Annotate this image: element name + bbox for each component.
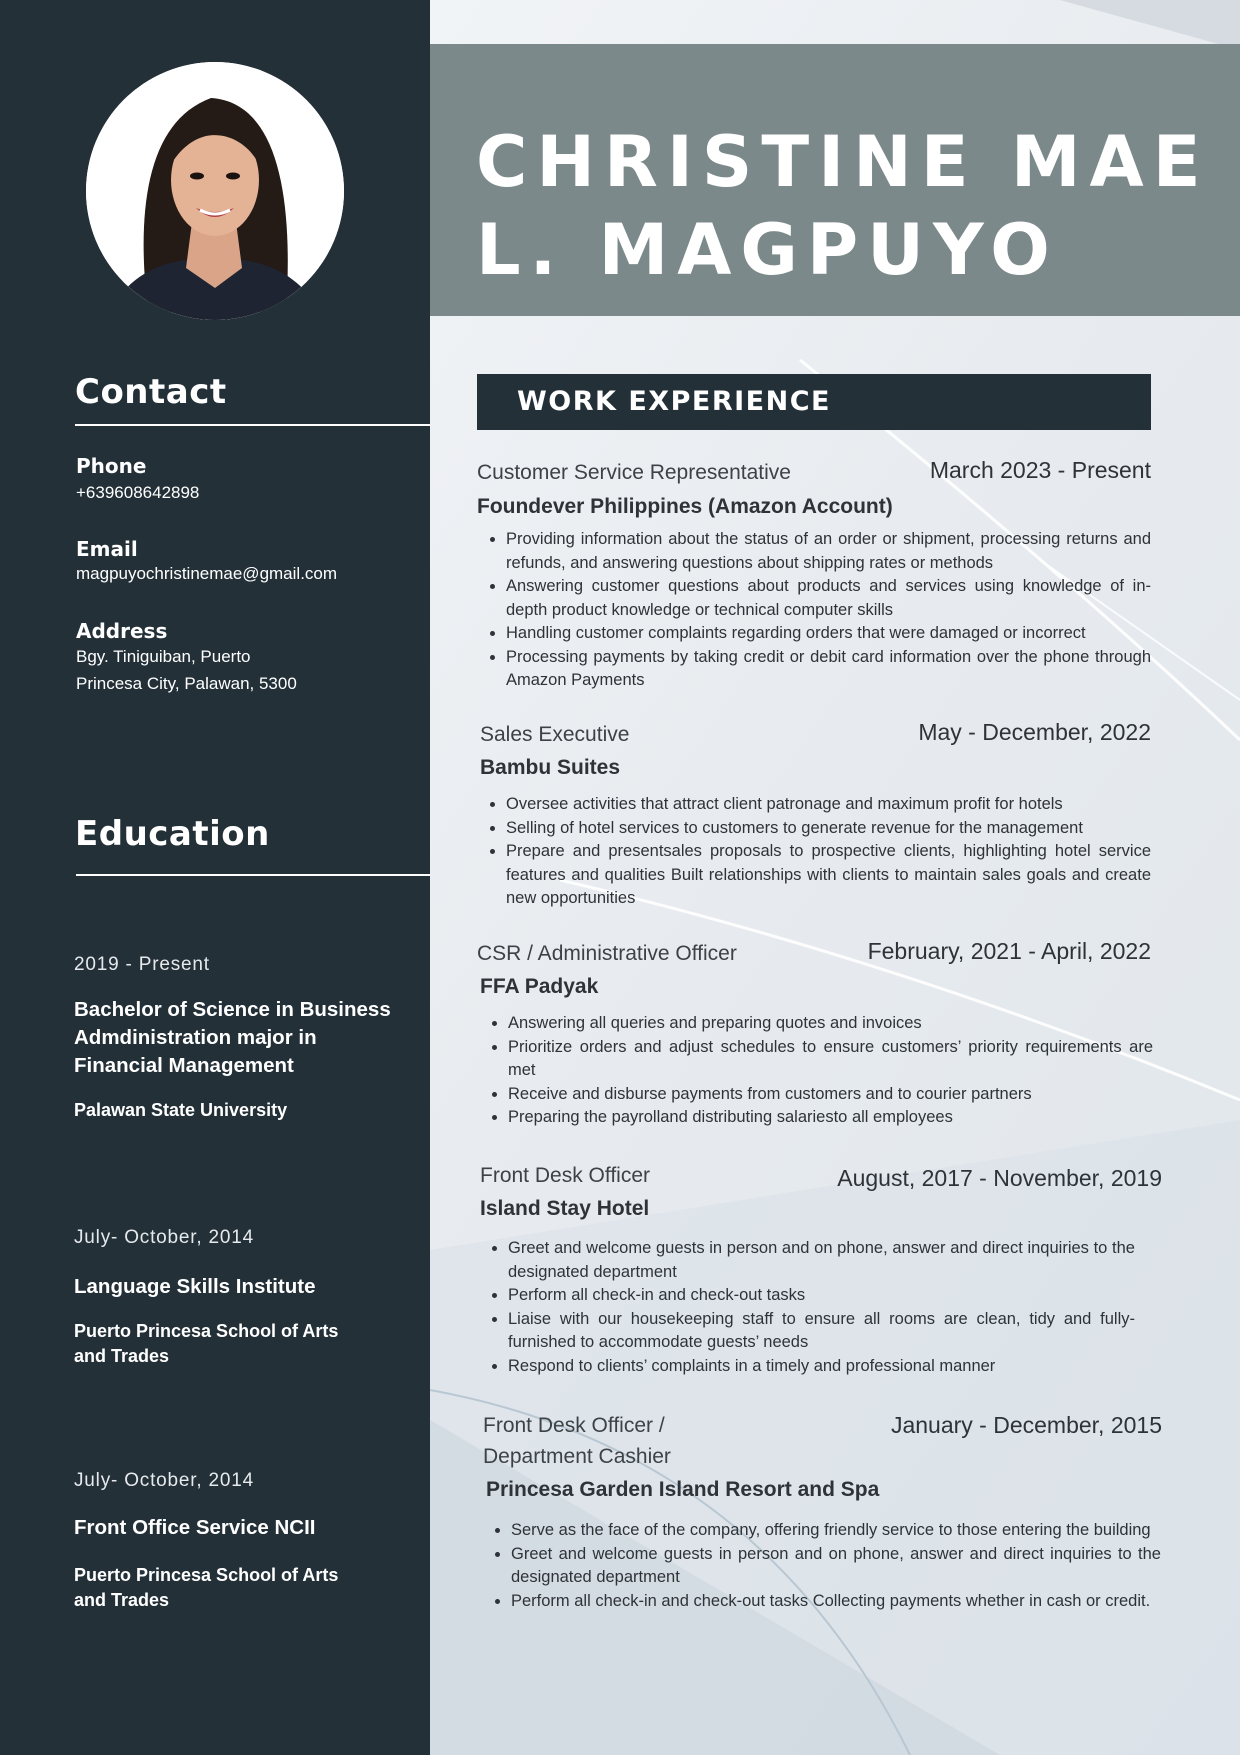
education-dates: 2019 - Present — [74, 954, 210, 975]
job-role: CSR / Administrative Officer — [477, 942, 737, 965]
phone-label: Phone — [76, 454, 147, 478]
job-duties — [483, 1519, 1161, 1613]
list-item: • Serve as the face of the company, offering friendly service to those entering the building — [511, 1519, 1161, 1543]
list-item: • Greet and welcome guests in person and on phone, answer and direct inquiries to the designated department — [511, 1543, 1161, 1590]
job-entry — [483, 1410, 1162, 1640]
list-item: • Processing payments by taking credit or debit card information over the phone through Amazon Payments — [506, 646, 1151, 693]
job-entry — [480, 719, 1151, 919]
email-value: magpuyochristinemae@gmail.com — [76, 564, 338, 583]
job-entry — [477, 938, 1153, 1128]
job-company: Island Stay Hotel — [480, 1197, 650, 1220]
list-item: • Prioritize orders and adjust schedules to ensure customers’ priority requirements are met — [508, 1036, 1153, 1083]
education-dates: July- October, 2014 — [74, 1227, 254, 1248]
job-duties — [477, 528, 1151, 693]
job-role: Front Desk Officer / Department Cashier — [483, 1414, 671, 1468]
list-item: • Perform all check-in and check-out tasks — [508, 1284, 1135, 1308]
job-company: Foundever Philippines (Amazon Account) — [477, 495, 893, 518]
job-entry — [480, 1160, 1162, 1390]
job-company: Princesa Garden Island Resort and Spa — [486, 1478, 880, 1501]
education-school: Puerto Princesa School of Arts and Trades — [74, 1565, 339, 1610]
work-experience-heading: WORK EXPERIENCE — [517, 386, 831, 417]
phone-value: +639608642898 — [76, 483, 200, 502]
education-heading: Education — [75, 814, 270, 854]
job-dates: March 2023 - Present — [929, 457, 1151, 483]
contact-heading: Contact — [75, 372, 227, 412]
job-dates: February, 2021 - April, 2022 — [867, 938, 1151, 964]
list-item: • Oversee activities that attract client patronage and maximum profit for hotels — [506, 793, 1151, 817]
job-dates: August, 2017 - November, 2019 — [837, 1165, 1162, 1191]
education-school: Puerto Princesa School of Arts and Trades — [74, 1321, 339, 1366]
list-item: • Handling customer complaints regarding orders that were damaged or incorrect — [506, 622, 1151, 646]
list-item: • Respond to clients’ complaints in a timely and professional manner — [508, 1355, 1135, 1379]
contact-divider — [75, 424, 430, 426]
job-company: FFA Padyak — [480, 975, 599, 998]
education-school: Palawan State University — [74, 1100, 288, 1120]
list-item: • Answering all queries and preparing quotes and invoices — [508, 1012, 1153, 1036]
list-item: • Prepare and presentsales proposals to prospective clients, highlighting hotel service features and qualities Built relationships with clients to maintain sales goals and create new opportunities — [506, 840, 1151, 911]
education-degree: Language Skills Institute — [74, 1275, 316, 1298]
education-degree: Front Office Service NCII — [74, 1516, 316, 1539]
email-label: Email — [76, 537, 138, 561]
candidate-name: CHRISTINE MAE L. MAGPUYO — [476, 121, 1210, 291]
list-item: • Greet and welcome guests in person and on phone, answer and direct inquiries to the designated department — [508, 1237, 1135, 1284]
sidebar — [0, 0, 430, 1755]
list-item: • Liaise with our housekeeping staff to ensure all rooms are clean, tidy and fully-furnished to accommodate guests’ needs — [508, 1308, 1135, 1355]
work-experience-heading-bar — [477, 374, 1151, 430]
job-duties — [477, 1012, 1153, 1130]
list-item: • Preparing the payrolland distributing salariesto all employees — [508, 1106, 1153, 1130]
list-item: • Answering customer questions about products and services using knowledge of in-depth product knowledge or technical computer skills — [506, 575, 1151, 622]
job-company: Bambu Suites — [480, 756, 621, 779]
job-duties — [480, 793, 1151, 911]
list-item: • Perform all check-in and check-out tasks Collecting payments whether in cash or credit. — [511, 1590, 1161, 1614]
address-line-1: Bgy. Tiniguiban, Puerto — [76, 647, 251, 666]
job-role: Front Desk Officer — [480, 1164, 650, 1187]
education-dates: July- October, 2014 — [74, 1470, 254, 1491]
job-role: Customer Service Representative — [477, 461, 791, 484]
job-dates: May - December, 2022 — [918, 719, 1151, 745]
list-item: • Providing information about the status of an order or shipment, processing returns and refunds, and answering questions about shipping rates or methods — [506, 528, 1151, 575]
job-role: Sales Executive — [480, 723, 630, 746]
profile-photo — [86, 62, 344, 320]
avatar — [86, 62, 344, 320]
job-entry — [477, 457, 1151, 697]
address-label: Address — [76, 619, 168, 643]
list-item: • Selling of hotel services to customers to generate revenue for the management — [506, 817, 1151, 841]
list-item: • Receive and disburse payments from customers and to courier partners — [508, 1083, 1153, 1107]
education-divider — [76, 874, 430, 876]
address-line-2: Princesa City, Palawan, 5300 — [76, 674, 297, 693]
job-dates: January - December, 2015 — [890, 1412, 1162, 1438]
name-banner — [430, 44, 1240, 316]
education-degree: Bachelor of Science in Business Admdinistration major in Financial Management — [74, 998, 391, 1077]
job-duties — [480, 1237, 1135, 1378]
